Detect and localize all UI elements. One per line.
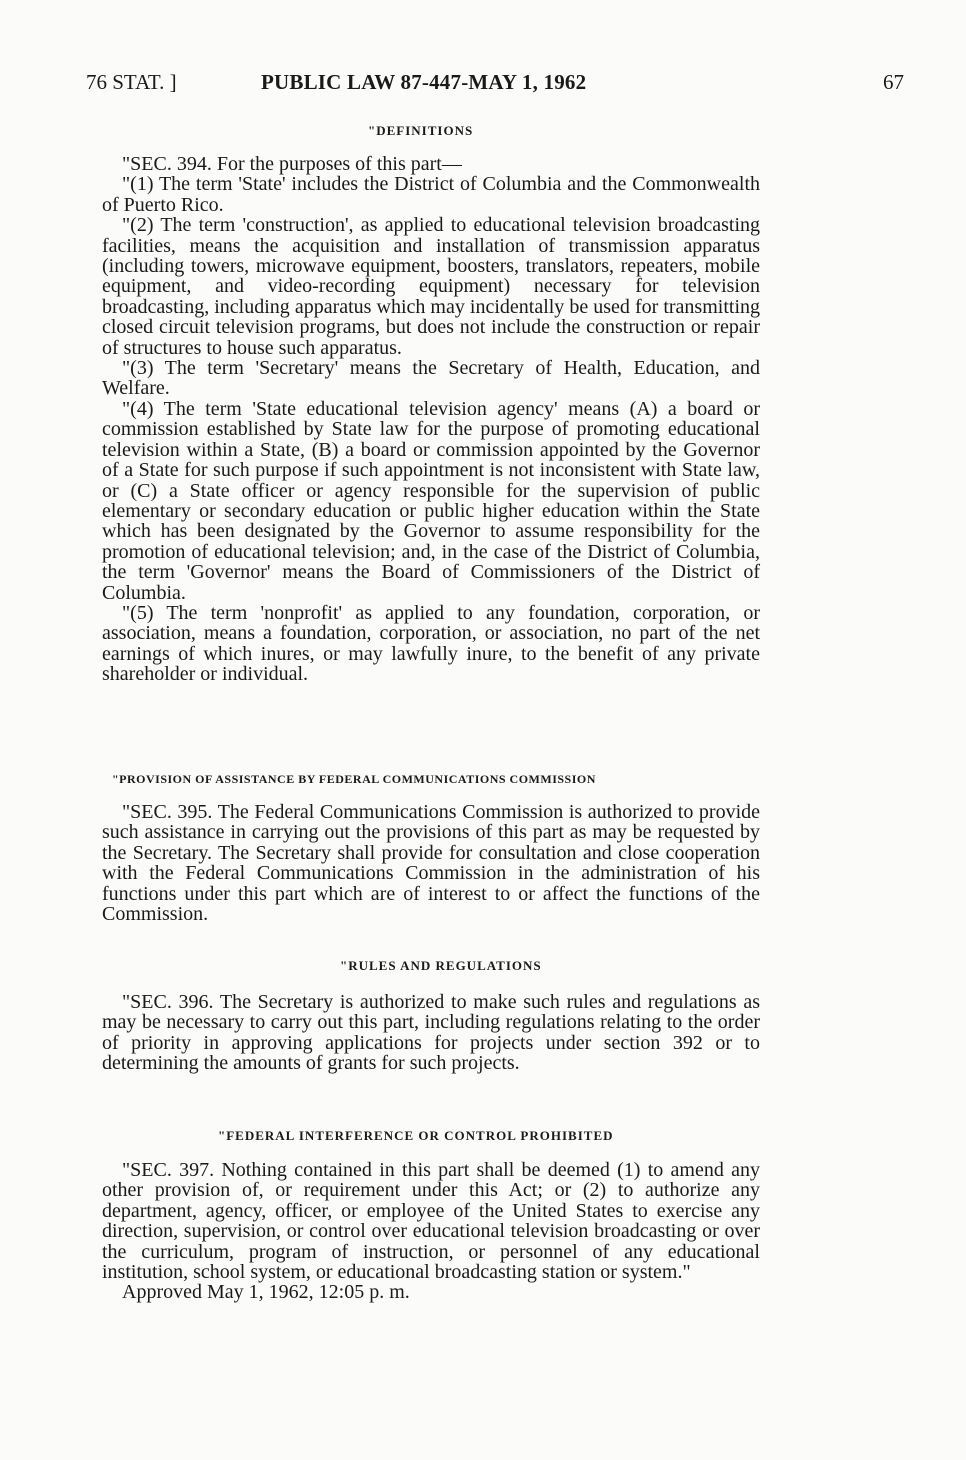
rules-heading: "RULES AND REGULATIONS (340, 958, 542, 973)
sec394-paragraph-1: "(1) The term 'State' includes the District of Columbia and the Commonwealth of Puerto Rico. (102, 173, 760, 216)
provision-heading: "PROVISION OF ASSISTANCE BY FEDERAL COMMUNICATIONS COMMISSION (112, 772, 596, 786)
bleed-through-mark (600, 112, 605, 133)
sec394-paragraph-4: "(4) The term 'State educational television agency' means (A) a board or commission established by State law for the purpose of promoting educational television within a State, (B) a board or commission appointed by the Governor of a State for such purpose if such appointment is not inconsistent with State law, or (C) a State officer or agency responsible for the supervision of public elementary or secondary education or public higher education within the State which has been designated by the Governor to assume responsibility for the promotion of educational television; and, in the case of the District of Columbia, the term 'Governor' means the Board of Commissioners of the District of Columbia. (102, 397, 760, 604)
sec396-body (102, 992, 760, 1074)
margin-note-faint (820, 150, 910, 159)
page-header (86, 70, 904, 100)
definitions-body (102, 154, 760, 685)
statute-reference: 76 STAT. ] (86, 70, 177, 94)
definitions-heading: "DEFINITIONS (368, 123, 474, 138)
sec394-paragraph-5: "(5) The term 'nonprofit' as applied to any foundation, corporation, or association, means a foundation, corporation, or association, no part of the net earnings of which inures, or may lawfully inure, to the benefit of any private shareholder or individual. (102, 601, 760, 686)
sec397-paragraph: "SEC. 397. Nothing contained in this part shall be deemed (1) to amend any other provision of, or requirement under this Act; or (2) to authorize any department, agency, officer, or employee of the United States to exercise any direction, supervision, or control over educational television broadcasting or over the curriculum, program of instruction, or personnel of any educational institution, school system, or educational broadcasting station or system." (102, 1159, 760, 1284)
page-number: 67 (883, 70, 904, 94)
sec394-paragraph-3: "(3) The term 'Secretary' means the Secretary of Health, Education, and Welfare. (102, 357, 760, 400)
sec395-body (102, 802, 760, 924)
sec397-body (102, 1160, 760, 1303)
sec394-paragraph-2: "(2) The term 'construction', as applied to educational television broadcasting facilities, means the acquisition and installation of transmission apparatus (including towers, microwave equipment, boosters, translators, repeaters, mobile equipment, and video-recording equipment) necessary for television broadcasting, including apparatus which may incidentally be used for transmitting closed circuit television programs, but does not include the construction or repair of structures to house such apparatus. (102, 214, 760, 359)
sec394-intro: "SEC. 394. For the purposes of this part— (122, 153, 462, 175)
approval-line: Approved May 1, 1962, 12:05 p. m. (122, 1281, 410, 1304)
sec396-paragraph: "SEC. 396. The Secretary is authorized to make such rules and regulations as may be necessary to carry out this part, including regulations relating to the order of priority in approving applications for projects under section 392 or to determining the amounts of grants for such projects. (102, 991, 760, 1075)
public-law-title: PUBLIC LAW 87-447-MAY 1, 1962 (261, 70, 587, 94)
interference-heading: "FEDERAL INTERFERENCE OR CONTROL PROHIBITED (218, 1128, 614, 1143)
sec395-paragraph: "SEC. 395. The Federal Communications Commission is authorized to provide such assistance in carrying out the provisions of this part as may be requested by the Secretary. The Secretary shall provide for consultation and close cooperation with the Federal Communications Commission in the administration of his functions under this part which are of interest to or affect the functions of the Commission. (102, 801, 760, 926)
